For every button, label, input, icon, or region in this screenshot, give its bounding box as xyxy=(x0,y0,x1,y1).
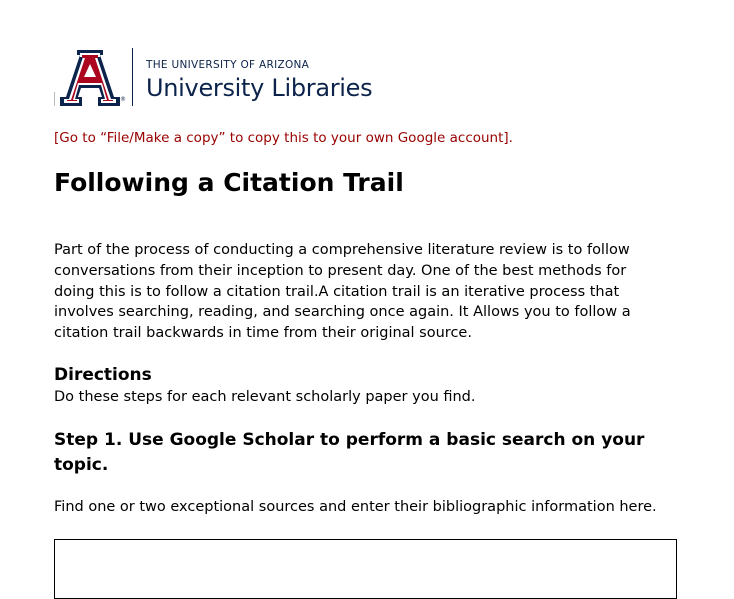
logo-libraries-name: University Libraries xyxy=(146,74,373,102)
bibliographic-entry-box[interactable] xyxy=(54,539,677,599)
step1-text: Find one or two exceptional sources and enter their bibliographic information here. xyxy=(54,499,657,515)
step1-heading: Step 1. Use Google Scholar to perform a basic search on your topic. xyxy=(54,430,645,475)
logo-university-name: THE UNIVERSITY OF ARIZONA xyxy=(146,59,310,71)
registered-mark: ® xyxy=(120,96,126,103)
copy-instruction-note: [Go to “File/Make a copy” to copy this to your own Google account]. xyxy=(54,130,513,146)
directions-heading: Directions xyxy=(54,365,152,385)
logo-divider xyxy=(132,48,133,106)
intro-paragraph: Part of the process of conducting a comprehensive literature review is to follow conversations from their inception to present day. One of the best methods for doing this is to follow a citation trail.A citation trail is an iterative process that involves searching, reading, and searching once again. It Allows you to follow a citation trail backwards in time from their original source. xyxy=(54,242,631,342)
text-cursor xyxy=(54,92,55,106)
block-a-logo-icon xyxy=(56,50,124,106)
university-libraries-logo xyxy=(56,48,386,108)
directions-text: Do these steps for each relevant scholarly paper you find. xyxy=(54,389,476,405)
page-title: Following a Citation Trail xyxy=(54,168,404,197)
